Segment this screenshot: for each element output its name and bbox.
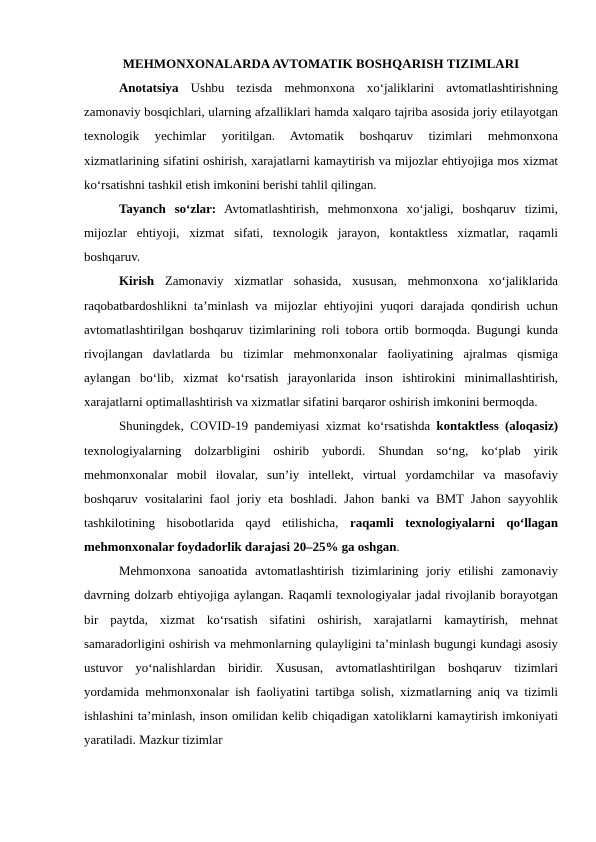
document-title: MEHMONXONALARDA AVTOMATIK BOSHQARISH TIZIMLARI <box>122 57 520 71</box>
covid-text-part3: . <box>396 540 400 555</box>
keywords-paragraph <box>84 197 558 269</box>
annotation-paragraph <box>84 76 558 197</box>
intro-text: Zamonaviy xizmatlar sohasida, xususan, mehmonxona xo‘jaliklarida raqobatbardoshlikni ta’minlash va mijozlar ehtiyojini yuqori darajada qondirish uchun avtomatlashtirilgan boshqaruv tizimlarining roli tobora ortib bormoqda. Bugungi kunda rivojlangan davlatlarda bu tizimlar mehmonxonalar faoliyatining ajralmas qismiga aylangan bo‘lib, xizmat ko‘rsatish jarayonlarida inson ishtirokini minimallashtirish, xarajatlarni optimallashtirish va xizmatlar sifatini barqaror oshirish imkonini bermoqda. <box>84 274 558 410</box>
industry-text: Mehmonxona sanoatida avtomatlashtirish tizimlarining joriy etilishi zamonaviy davrning dolzarb ehtiyojiga aylangan. Raqamli texnologiyalar jadal rivojlanib borayotgan bir paytda, xizmat ko‘rsatish sifatini oshirish, xarajatlarni kamaytirish, mehnat samaradorligini oshirish va mehmonlarning qulayligini ta’minlash bugungi kundagi asosiy ustuvor yo‘nalishlardan biridir. Xususan, avtomatlashtirilgan boshqaruv tizimlari yordamida mehmonxonalar ish faoliyatini tartibga solish, xizmatlarning aniq va tizimli ishlashini ta’minlash, inson omilidan kelib chiqadigan xatoliklarni kamaytirish imkoniyati yaratiladi. Mazkur tizimlar <box>84 564 558 748</box>
industry-paragraph <box>84 559 558 752</box>
annotation-lead: Anotatsiya <box>119 81 179 96</box>
intro-lead: Kirish <box>119 274 155 289</box>
covid-text-part1: Shuningdek, COVID-19 pandemiyasi xizmat ko‘rsatishda <box>119 419 437 434</box>
covid-paragraph <box>84 414 558 559</box>
intro-paragraph <box>84 269 558 414</box>
covid-bold-finding: raqamli texnologiyalarni qo‘llagan mehmonxonalar foydadorlik darajasi 20–25% ga oshgan <box>84 515 558 555</box>
keywords-lead: Tayanch so‘zlar: <box>119 201 217 216</box>
annotation-text: Ushbu tezisda mehmonxona xo‘jaliklarini avtomatlashtirishning zamonaviy bosqichlari, ularning afzalliklari hamda xalqaro tajriba asosida joriy etilayotgan texnologik yechimlar yoritilgan. Avtomatik boshqaruv tizimlari mehmonxona xizmatlarining sifatini oshirish, xarajatlarni kamaytirish va mijozlar ehtiyojiga mos xizmat ko‘rsatishni tashkil etish imkonini berishi tahlil qilingan. <box>84 81 558 192</box>
covid-text-part2: texnologiyalarning dolzarbligini oshirib yubordi. Shundan so‘ng, ko‘plab yirik mehmonxonalar mobil ilovalar, sun’iy intellekt, virtual yordamchilar va masofaviy boshqaruv vositalarini faol joriy eta boshladi. Jahon banki va BMT Jahon sayyohlik tashkilotining hisobotlarida qayd etilishicha, <box>84 443 558 530</box>
document-page <box>84 52 558 753</box>
keywords-text: Avtomatlashtirish, mehmonxona xo‘jaligi, boshqaruv tizimi, mijozlar ehtiyoji, xizmat sifati, texnologik jarayon, kontaktless xizmatlar, raqamli boshqaruv. <box>84 201 558 265</box>
covid-bold-term: kontaktless (aloqasiz) <box>436 419 558 434</box>
